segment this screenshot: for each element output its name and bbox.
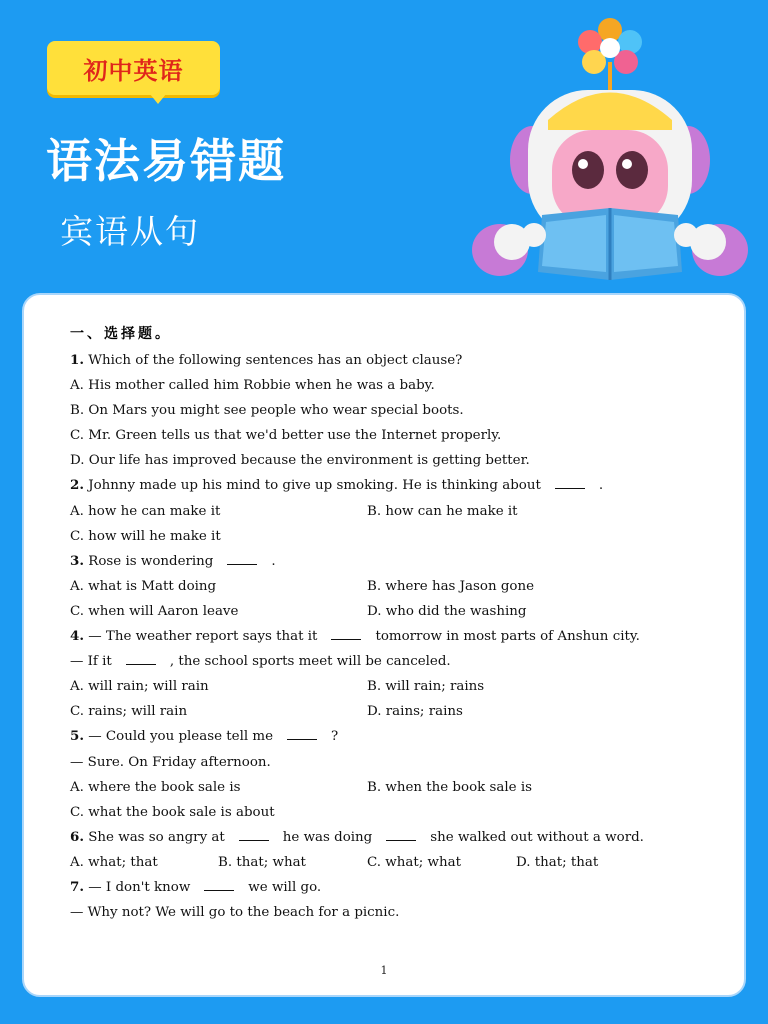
option: D. that; that [516, 854, 599, 870]
question-number: 5. [70, 728, 84, 745]
option: B. where has Jason gone [367, 578, 535, 594]
option: A. how he can make it [70, 503, 221, 519]
option: D. who did the washing [367, 603, 527, 619]
answer-blank [126, 651, 156, 665]
options-row [70, 599, 730, 624]
question-5 [70, 724, 730, 749]
options-row [70, 850, 730, 875]
options-row [70, 775, 730, 800]
answer-blank [204, 877, 234, 891]
subject-badge: 初中英语 [47, 41, 220, 95]
question-stem-end: , the school sports meet will be canceled. [169, 654, 451, 670]
option: A. what is Matt doing [70, 578, 217, 594]
option: C. rains; will rain [70, 704, 188, 720]
question-number: 4. [70, 628, 84, 645]
option: B. will rain; rains [367, 679, 485, 695]
option: C. what the book sale is about [70, 804, 275, 820]
option: C. when will Aaron leave [70, 603, 239, 619]
answer-blank [386, 827, 416, 841]
question-4-line-2 [70, 649, 730, 674]
question-stem-end: we will go. [248, 879, 322, 895]
question-stem-end: tomorrow in most parts of Anshun city. [375, 629, 640, 645]
question-2 [70, 473, 730, 498]
question-number: 1. [70, 352, 84, 368]
question-stem: — I don't know [88, 879, 191, 895]
options-row [70, 674, 730, 699]
worksheet-content [70, 320, 730, 925]
question-stem: Johnny made up his mind to give up smoking. He is thinking about [88, 478, 541, 494]
option: A. His mother called him Robbie when he was a baby. [70, 378, 435, 394]
question-6 [70, 825, 730, 850]
page-subtitle: 宾语从句 [60, 212, 200, 251]
option: A. what; that [70, 854, 158, 870]
options-row [70, 699, 730, 724]
question-stem: She was so angry at [88, 829, 225, 845]
question-7-line-2: — Why not? We will go to the beach for a picnic. [70, 905, 400, 921]
question-number: 2. [70, 477, 84, 494]
option: C. Mr. Green tells us that we'd better use the Internet properly. [70, 428, 502, 444]
question-stem-end: . [271, 553, 276, 569]
question-stem-end: she walked out without a word. [430, 829, 644, 845]
question-1 [70, 348, 730, 373]
option: B. how can he make it [367, 503, 518, 519]
option: A. will rain; will rain [70, 679, 209, 695]
answer-blank [239, 827, 269, 841]
question-number: 7. [70, 878, 84, 895]
question-4 [70, 624, 730, 649]
question-7 [70, 875, 730, 900]
question-stem-end: . [598, 478, 604, 494]
header-banner [0, 0, 768, 300]
options-row [70, 574, 730, 599]
question-number: 3. [70, 552, 84, 569]
question-stem: — If it [70, 654, 112, 670]
question-5-line-2: — Sure. On Friday afternoon. [70, 754, 271, 770]
answer-blank [555, 475, 585, 489]
option: B. On Mars you might see people who wear special boots. [70, 403, 464, 419]
question-stem-mid: he was doing [282, 829, 373, 845]
option: C. how will he make it [70, 528, 221, 544]
question-stem: — The weather report says that it [88, 629, 318, 645]
page-number: 1 [380, 964, 388, 977]
option: C. what; what [367, 854, 461, 870]
question-stem-end: ? [331, 729, 339, 745]
section-title: 一、选择题。 [70, 326, 172, 342]
answer-blank [227, 551, 257, 565]
question-stem: Rose is wondering [88, 553, 214, 569]
options-row [70, 499, 730, 524]
answer-blank [331, 626, 361, 640]
option: B. that; what [218, 854, 306, 870]
option: D. rains; rains [367, 704, 463, 720]
badge-tail [150, 94, 166, 104]
option: D. Our life has improved because the environment is getting better. [70, 453, 530, 469]
question-stem: Which of the following sentences has an object clause? [88, 353, 463, 368]
option: B. when the book sale is [367, 779, 532, 795]
option: A. where the book sale is [70, 779, 241, 795]
question-stem: — Could you please tell me [88, 729, 274, 745]
question-3 [70, 549, 730, 574]
reading-robot-mascot-icon [470, 10, 750, 300]
question-number: 6. [70, 828, 84, 845]
page-title: 语法易错题 [46, 134, 286, 188]
answer-blank [287, 726, 317, 740]
